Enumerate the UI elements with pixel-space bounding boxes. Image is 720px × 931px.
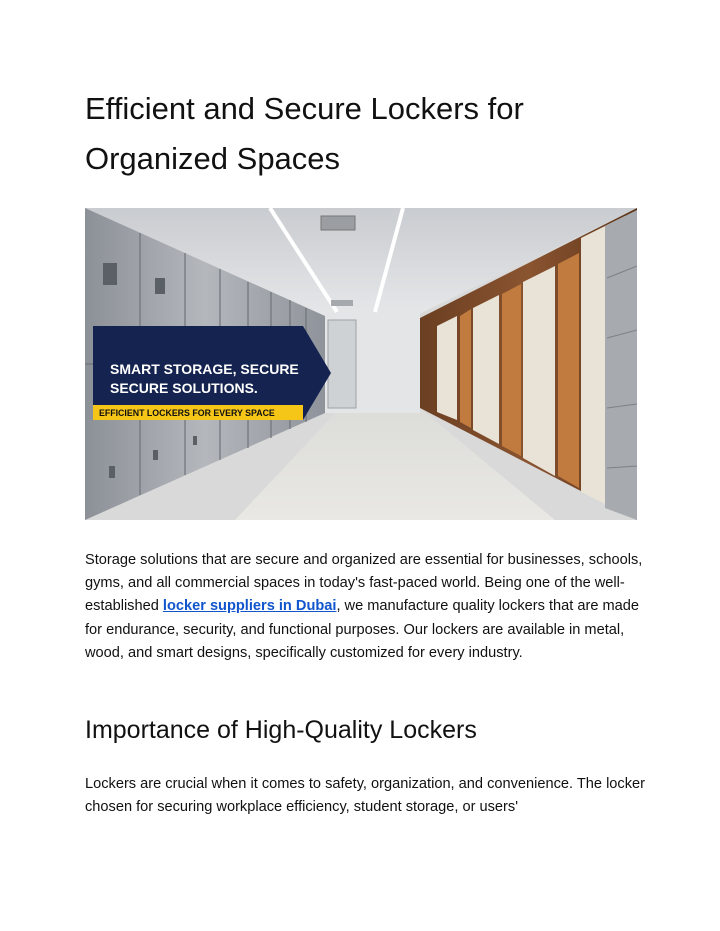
intro-text-after: , we manufacture quality lockers that are made for endurance, security, and functional purposes. Our lockers are available in metal, wood, and smart designs, specifically customized for every industry. — [85, 598, 640, 661]
banner-line1: SMART STORAGE, SECURE — [110, 361, 299, 377]
page-title: Efficient and Secure Lockers for Organized Spaces — [85, 91, 524, 176]
hero-image — [85, 208, 637, 520]
intro-text-before: Storage solutions that are secure and organized are essential for businesses, schools, gyms, and all commercial spaces in today's fast-paced world. Being one of the well-established — [85, 552, 643, 615]
banner-line2: SECURE SOLUTIONS. — [110, 380, 258, 396]
locker-suppliers-link[interactable]: locker suppliers in Dubai — [162, 598, 337, 615]
section-heading: Importance of High-Quality Lockers — [85, 716, 477, 744]
section-paragraph: Lockers are crucial when it comes to safety, organization, and convenience. The locker chosen for securing workplace efficiency, student storage, or users' — [85, 776, 645, 816]
banner-tagline: EFFICIENT LOCKERS FOR EVERY SPACE — [99, 408, 275, 418]
intro-paragraph — [85, 549, 645, 665]
